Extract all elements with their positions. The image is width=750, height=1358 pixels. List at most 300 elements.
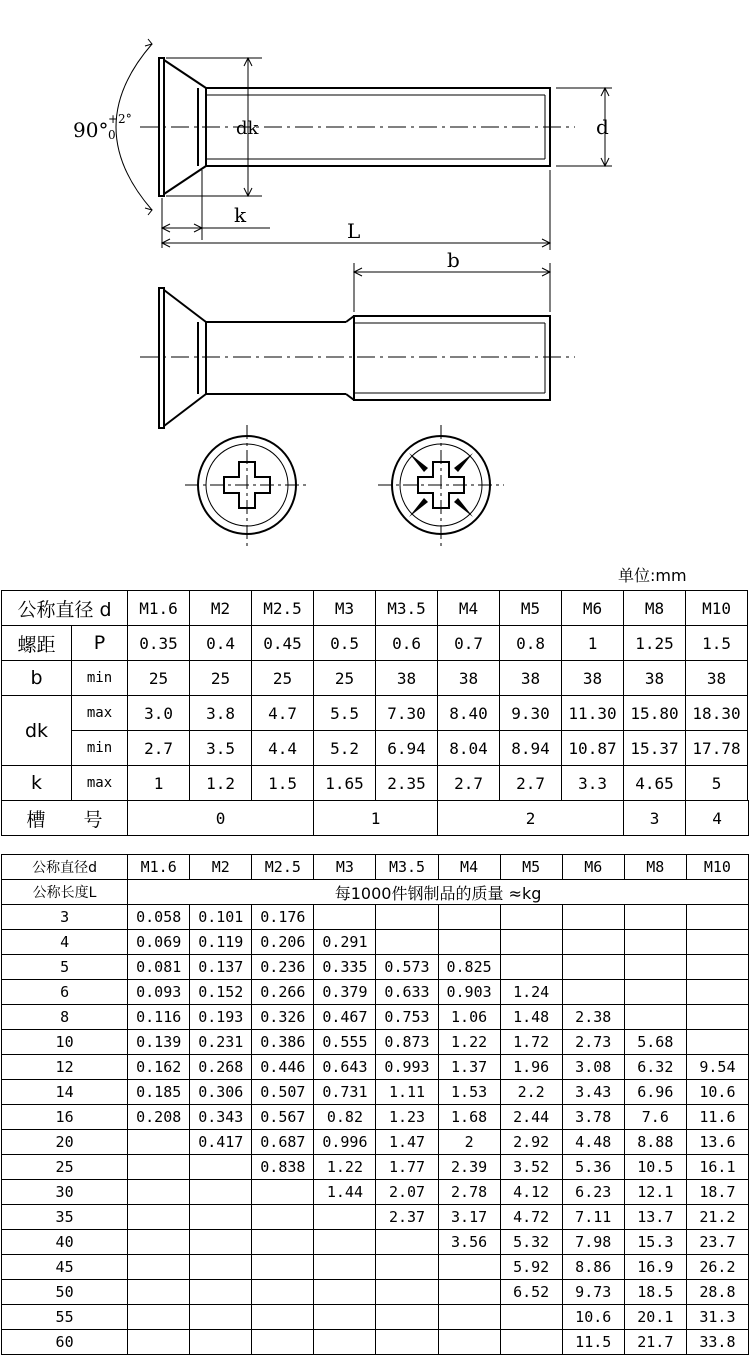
mass-cell xyxy=(252,1230,314,1255)
length-cell: 3 xyxy=(2,905,128,930)
mass-cell: 3.56 xyxy=(438,1230,500,1255)
mass-cell xyxy=(562,955,624,980)
mass-cell: 0.335 xyxy=(314,955,376,980)
dk-max-cell: 11.30 xyxy=(562,696,624,731)
mass-row xyxy=(2,1305,749,1330)
dk-max-cell: 3.8 xyxy=(190,696,252,731)
mass-cell: 1.44 xyxy=(314,1180,376,1205)
mass-cell xyxy=(438,1305,500,1330)
mass-cell xyxy=(128,1330,190,1355)
mass-cell xyxy=(314,1305,376,1330)
mass-cell: 1.22 xyxy=(314,1155,376,1180)
length-cell: 30 xyxy=(2,1180,128,1205)
mass-cell: 5.32 xyxy=(500,1230,562,1255)
size-header-cell: M3 xyxy=(314,591,376,626)
size-header-cell: M4 xyxy=(438,591,500,626)
L-label: L xyxy=(347,219,361,243)
dk-max-cell: 18.30 xyxy=(686,696,748,731)
mass-cell xyxy=(128,1180,190,1205)
mass-row xyxy=(2,1230,749,1255)
mass-cell: 13.7 xyxy=(624,1205,686,1230)
mass-cell: 1.06 xyxy=(438,1005,500,1030)
size-header-cell: M2 xyxy=(190,591,252,626)
mass-cell xyxy=(128,1255,190,1280)
mass-cell xyxy=(314,1230,376,1255)
k-cell: 4.65 xyxy=(624,766,686,801)
mass-cell: 1.37 xyxy=(438,1055,500,1080)
mass-cell: 0.268 xyxy=(190,1055,252,1080)
mass-cell: 2.39 xyxy=(438,1155,500,1180)
mass-cell xyxy=(624,905,686,930)
mass-cell: 28.8 xyxy=(686,1280,748,1305)
mass-nominal-label: 公称直径d xyxy=(2,855,128,880)
mass-row xyxy=(2,1080,749,1105)
pozidriv-head-view xyxy=(378,425,504,548)
length-cell: 25 xyxy=(2,1155,128,1180)
mass-cell xyxy=(190,1280,252,1305)
mass-cell: 0.185 xyxy=(128,1080,190,1105)
mass-row xyxy=(2,1055,749,1080)
mass-cell xyxy=(252,1180,314,1205)
slot-row xyxy=(2,801,749,836)
mass-cell: 20.1 xyxy=(624,1305,686,1330)
mass-cell: 0.139 xyxy=(128,1030,190,1055)
size-header-cell: M10 xyxy=(686,591,748,626)
k-cell: 1 xyxy=(128,766,190,801)
k-label: k xyxy=(234,203,247,227)
mass-cell: 21.2 xyxy=(686,1205,748,1230)
mass-cell: 9.73 xyxy=(562,1280,624,1305)
dk-min-cell: 10.87 xyxy=(562,731,624,766)
dk-min-cell: 15.37 xyxy=(624,731,686,766)
dk-max-sub: max xyxy=(72,696,128,731)
mass-cell: 1.53 xyxy=(438,1080,500,1105)
b-row xyxy=(2,661,749,696)
b-label: b xyxy=(447,248,460,272)
mass-cell: 0.231 xyxy=(190,1030,252,1055)
mass-cell: 0.343 xyxy=(190,1105,252,1130)
mass-row xyxy=(2,1255,749,1280)
mass-cell: 0.081 xyxy=(128,955,190,980)
length-cell: 20 xyxy=(2,1130,128,1155)
mass-size-header-cell: M10 xyxy=(686,855,748,880)
mass-cell: 7.6 xyxy=(624,1105,686,1130)
length-cell: 6 xyxy=(2,980,128,1005)
unit-label: 单位:mm xyxy=(618,566,687,585)
mass-cell: 0.567 xyxy=(252,1105,314,1130)
mass-cell: 0.152 xyxy=(190,980,252,1005)
slot-cell: 2 xyxy=(438,801,624,836)
mass-cell xyxy=(624,930,686,955)
pitch-cell: 1 xyxy=(562,626,624,661)
b-cell: 38 xyxy=(500,661,562,696)
mass-cell: 0.266 xyxy=(252,980,314,1005)
mass-cell xyxy=(438,905,500,930)
mass-cell: 0.208 xyxy=(128,1105,190,1130)
size-header-cell: M5 xyxy=(500,591,562,626)
dk-min-cell: 8.04 xyxy=(438,731,500,766)
mass-cell: 1.96 xyxy=(500,1055,562,1080)
mass-cell: 13.6 xyxy=(686,1130,748,1155)
length-cell: 35 xyxy=(2,1205,128,1230)
k-cell: 5 xyxy=(686,766,748,801)
b-cell: 38 xyxy=(624,661,686,696)
pitch-cell: 0.6 xyxy=(376,626,438,661)
mass-cell xyxy=(624,980,686,1005)
length-label: 公称长度L xyxy=(2,880,128,905)
mass-cell: 10.6 xyxy=(686,1080,748,1105)
mass-cell: 8.88 xyxy=(624,1130,686,1155)
mass-cell: 1.11 xyxy=(376,1080,438,1105)
b-cell: 38 xyxy=(562,661,624,696)
mass-size-header-cell: M1.6 xyxy=(128,855,190,880)
dk-min-cell: 6.94 xyxy=(376,731,438,766)
mass-cell: 0.236 xyxy=(252,955,314,980)
mass-cell: 10.6 xyxy=(562,1305,624,1330)
mass-cell xyxy=(500,1330,562,1355)
slot-cell: 4 xyxy=(686,801,749,836)
mass-cell xyxy=(190,1255,252,1280)
mass-cell: 0.82 xyxy=(314,1105,376,1130)
mass-cell: 0.825 xyxy=(438,955,500,980)
mass-cell: 3.78 xyxy=(562,1105,624,1130)
mass-cell xyxy=(376,1280,438,1305)
mass-cell xyxy=(314,1280,376,1305)
mass-row xyxy=(2,980,749,1005)
mass-cell: 5.36 xyxy=(562,1155,624,1180)
mass-cell xyxy=(128,1130,190,1155)
mass-row xyxy=(2,1205,749,1230)
k-cell: 1.2 xyxy=(190,766,252,801)
dimension-table xyxy=(1,590,749,836)
mass-row xyxy=(2,1280,749,1305)
mass-cell: 26.2 xyxy=(686,1255,748,1280)
mass-cell: 33.8 xyxy=(686,1330,748,1355)
mass-cell: 0.101 xyxy=(190,905,252,930)
mass-cell: 0.206 xyxy=(252,930,314,955)
dk-min-cell: 3.5 xyxy=(190,731,252,766)
k-cell: 2.7 xyxy=(500,766,562,801)
mass-cell: 0.903 xyxy=(438,980,500,1005)
mass-cell: 0.633 xyxy=(376,980,438,1005)
mass-cell xyxy=(128,1230,190,1255)
k-cell: 1.5 xyxy=(252,766,314,801)
length-cell: 60 xyxy=(2,1330,128,1355)
mass-cell: 3.17 xyxy=(438,1205,500,1230)
screw-technical-drawing xyxy=(0,0,750,560)
dk-min-sub: min xyxy=(72,731,128,766)
mass-cell: 0.838 xyxy=(252,1155,314,1180)
mass-cell: 0.291 xyxy=(314,930,376,955)
pitch-cell: 0.45 xyxy=(252,626,314,661)
mass-cell: 1.68 xyxy=(438,1105,500,1130)
mass-cell xyxy=(376,1330,438,1355)
mass-cell xyxy=(686,930,748,955)
mass-cell: 9.54 xyxy=(686,1055,748,1080)
mass-cell: 21.7 xyxy=(624,1330,686,1355)
mass-cell xyxy=(376,1305,438,1330)
slot-label: 槽 号 xyxy=(2,801,128,836)
mass-cell: 3.08 xyxy=(562,1055,624,1080)
mass-row xyxy=(2,1130,749,1155)
pitch-cell: 0.7 xyxy=(438,626,500,661)
mass-cell xyxy=(190,1205,252,1230)
nominal-diameter-label: 公称直径 d xyxy=(2,591,128,626)
size-header-cell: M1.6 xyxy=(128,591,190,626)
mass-cell: 2.2 xyxy=(500,1080,562,1105)
mass-cell xyxy=(438,1330,500,1355)
mass-cell: 11.6 xyxy=(686,1105,748,1130)
mass-row xyxy=(2,955,749,980)
b-cell: 38 xyxy=(686,661,748,696)
mass-cell: 1.48 xyxy=(500,1005,562,1030)
dk-min-cell: 8.94 xyxy=(500,731,562,766)
mass-cell xyxy=(376,930,438,955)
mass-table xyxy=(1,854,749,1355)
mass-cell xyxy=(562,905,624,930)
dk-min-cell: 5.2 xyxy=(314,731,376,766)
mass-cell: 0.093 xyxy=(128,980,190,1005)
mass-cell: 2.37 xyxy=(376,1205,438,1230)
k-row xyxy=(2,766,749,801)
mass-cell: 1.24 xyxy=(500,980,562,1005)
k-sub: max xyxy=(72,766,128,801)
mass-cell: 5.68 xyxy=(624,1030,686,1055)
mass-cell xyxy=(190,1155,252,1180)
mass-size-header-cell: M4 xyxy=(438,855,500,880)
mass-cell xyxy=(252,1255,314,1280)
mass-cell: 2.38 xyxy=(562,1005,624,1030)
mass-cell xyxy=(500,930,562,955)
d-label: d xyxy=(596,115,609,139)
mass-cell: 8.86 xyxy=(562,1255,624,1280)
mass-cell xyxy=(438,1280,500,1305)
mass-cell: 3.43 xyxy=(562,1080,624,1105)
mass-cell: 3.52 xyxy=(500,1155,562,1180)
b-cell: 38 xyxy=(438,661,500,696)
dk-max-cell: 5.5 xyxy=(314,696,376,731)
mass-cell xyxy=(190,1330,252,1355)
mass-length-header-row xyxy=(2,880,749,905)
mass-cell: 18.7 xyxy=(686,1180,748,1205)
mass-row xyxy=(2,930,749,955)
length-cell: 16 xyxy=(2,1105,128,1130)
mass-cell: 4.48 xyxy=(562,1130,624,1155)
k-cell: 2.35 xyxy=(376,766,438,801)
mass-cell: 0.116 xyxy=(128,1005,190,1030)
size-header-cell: M6 xyxy=(562,591,624,626)
mass-cell: 0.573 xyxy=(376,955,438,980)
mass-cell: 2.73 xyxy=(562,1030,624,1055)
mass-cell: 0.069 xyxy=(128,930,190,955)
mass-cell xyxy=(686,980,748,1005)
k-cell: 2.7 xyxy=(438,766,500,801)
mass-cell: 0.643 xyxy=(314,1055,376,1080)
dk-label: dk xyxy=(2,696,72,766)
mass-cell: 16.1 xyxy=(686,1155,748,1180)
mass-cell: 12.1 xyxy=(624,1180,686,1205)
dk-min-cell: 17.78 xyxy=(686,731,748,766)
mass-cell: 0.379 xyxy=(314,980,376,1005)
mass-cell xyxy=(314,1205,376,1230)
mass-cell: 0.193 xyxy=(190,1005,252,1030)
mass-cell xyxy=(438,1255,500,1280)
slot-cell: 0 xyxy=(128,801,314,836)
length-cell: 40 xyxy=(2,1230,128,1255)
dk-max-cell: 7.30 xyxy=(376,696,438,731)
dk-min-cell: 2.7 xyxy=(128,731,190,766)
length-cell: 14 xyxy=(2,1080,128,1105)
mass-cell: 6.96 xyxy=(624,1080,686,1105)
b-cell: 25 xyxy=(190,661,252,696)
mass-row xyxy=(2,1105,749,1130)
mass-cell xyxy=(376,905,438,930)
mass-cell: 0.326 xyxy=(252,1005,314,1030)
dk-max-row xyxy=(2,696,749,731)
mass-size-header-cell: M3.5 xyxy=(376,855,438,880)
mass-cell: 7.11 xyxy=(562,1205,624,1230)
mass-cell xyxy=(128,1205,190,1230)
mass-cell: 18.5 xyxy=(624,1280,686,1305)
pitch-symbol: P xyxy=(72,626,128,661)
mass-size-header-cell: M3 xyxy=(314,855,376,880)
mass-cell: 2.07 xyxy=(376,1180,438,1205)
mass-cell: 0.507 xyxy=(252,1080,314,1105)
b-cell: 25 xyxy=(252,661,314,696)
mass-cell: 1.23 xyxy=(376,1105,438,1130)
mass-cell: 0.162 xyxy=(128,1055,190,1080)
mass-cell xyxy=(500,1305,562,1330)
mass-cell: 2.44 xyxy=(500,1105,562,1130)
mass-cell: 0.467 xyxy=(314,1005,376,1030)
mass-row xyxy=(2,1005,749,1030)
k-label: k xyxy=(2,766,72,801)
pitch-cell: 0.8 xyxy=(500,626,562,661)
angle-tolerance-lower: 0 xyxy=(108,128,116,142)
mass-cell: 31.3 xyxy=(686,1305,748,1330)
mass-cell: 7.98 xyxy=(562,1230,624,1255)
mass-size-header-cell: M2 xyxy=(190,855,252,880)
b-cell: 25 xyxy=(128,661,190,696)
phillips-head-view xyxy=(185,425,310,548)
mass-cell: 0.137 xyxy=(190,955,252,980)
mass-cell: 5.92 xyxy=(500,1255,562,1280)
mass-cell: 0.993 xyxy=(376,1055,438,1080)
size-header-cell: M2.5 xyxy=(252,591,314,626)
mass-cell: 0.417 xyxy=(190,1130,252,1155)
pitch-cell: 0.4 xyxy=(190,626,252,661)
b-cell: 38 xyxy=(376,661,438,696)
pitch-cell: 1.25 xyxy=(624,626,686,661)
mass-cell xyxy=(128,1280,190,1305)
mass-cell: 1.22 xyxy=(438,1030,500,1055)
mass-cell xyxy=(252,1305,314,1330)
mass-row xyxy=(2,905,749,930)
dk-min-cell: 4.4 xyxy=(252,731,314,766)
mass-cell: 1.77 xyxy=(376,1155,438,1180)
mass-cell: 4.12 xyxy=(500,1180,562,1205)
mass-cell xyxy=(314,905,376,930)
mass-cell: 0.873 xyxy=(376,1030,438,1055)
mass-cell xyxy=(686,1030,748,1055)
mass-row xyxy=(2,1330,749,1355)
mass-cell: 0.753 xyxy=(376,1005,438,1030)
mass-cell xyxy=(438,930,500,955)
mass-size-header-cell: M6 xyxy=(562,855,624,880)
mass-cell: 2.92 xyxy=(500,1130,562,1155)
mass-cell xyxy=(500,955,562,980)
size-header-cell: M3.5 xyxy=(376,591,438,626)
mass-cell xyxy=(686,905,748,930)
mass-cell: 0.386 xyxy=(252,1030,314,1055)
mass-cell: 0.446 xyxy=(252,1055,314,1080)
pitch-cell: 0.5 xyxy=(314,626,376,661)
mass-cell xyxy=(252,1205,314,1230)
mass-cell xyxy=(252,1280,314,1305)
slot-cell: 3 xyxy=(624,801,686,836)
dk-max-cell: 9.30 xyxy=(500,696,562,731)
length-cell: 4 xyxy=(2,930,128,955)
mass-cell: 0.687 xyxy=(252,1130,314,1155)
mass-cell xyxy=(252,1330,314,1355)
dk-max-cell: 3.0 xyxy=(128,696,190,731)
mass-note: 每1000件钢制品的质量 ≈kg xyxy=(128,880,749,905)
k-cell: 3.3 xyxy=(562,766,624,801)
mass-cell: 6.32 xyxy=(624,1055,686,1080)
pitch-cell: 0.35 xyxy=(128,626,190,661)
mass-cell: 1.47 xyxy=(376,1130,438,1155)
k-cell: 1.65 xyxy=(314,766,376,801)
pitch-cell: 1.5 xyxy=(686,626,748,661)
angle-label: 90° xyxy=(73,118,109,142)
mass-cell: 16.9 xyxy=(624,1255,686,1280)
mass-cell: 6.52 xyxy=(500,1280,562,1305)
mass-cell: 0.176 xyxy=(252,905,314,930)
mass-row xyxy=(2,1155,749,1180)
length-cell: 55 xyxy=(2,1305,128,1330)
mass-cell xyxy=(624,955,686,980)
mass-cell xyxy=(190,1230,252,1255)
length-cell: 50 xyxy=(2,1280,128,1305)
mass-cell xyxy=(190,1305,252,1330)
length-cell: 12 xyxy=(2,1055,128,1080)
mass-cell xyxy=(128,1305,190,1330)
mass-cell: 0.555 xyxy=(314,1030,376,1055)
mass-cell: 0.731 xyxy=(314,1080,376,1105)
mass-cell: 10.5 xyxy=(624,1155,686,1180)
mass-cell: 4.72 xyxy=(500,1205,562,1230)
b-label: b xyxy=(2,661,72,696)
size-header-row xyxy=(2,591,749,626)
mass-cell: 0.996 xyxy=(314,1130,376,1155)
dk-max-cell: 8.40 xyxy=(438,696,500,731)
mass-size-header-row xyxy=(2,855,749,880)
size-header-cell: M8 xyxy=(624,591,686,626)
mass-cell xyxy=(686,1005,748,1030)
length-cell: 45 xyxy=(2,1255,128,1280)
length-cell: 8 xyxy=(2,1005,128,1030)
mass-cell: 1.72 xyxy=(500,1030,562,1055)
angle-tolerance-upper: +2° xyxy=(108,112,132,126)
mass-cell xyxy=(686,955,748,980)
slot-cell: 1 xyxy=(314,801,438,836)
mass-cell xyxy=(624,1005,686,1030)
mass-cell xyxy=(376,1230,438,1255)
mass-cell xyxy=(314,1255,376,1280)
pitch-label: 螺距 xyxy=(2,626,72,661)
mass-size-header-cell: M5 xyxy=(500,855,562,880)
dk-min-row xyxy=(2,731,749,766)
